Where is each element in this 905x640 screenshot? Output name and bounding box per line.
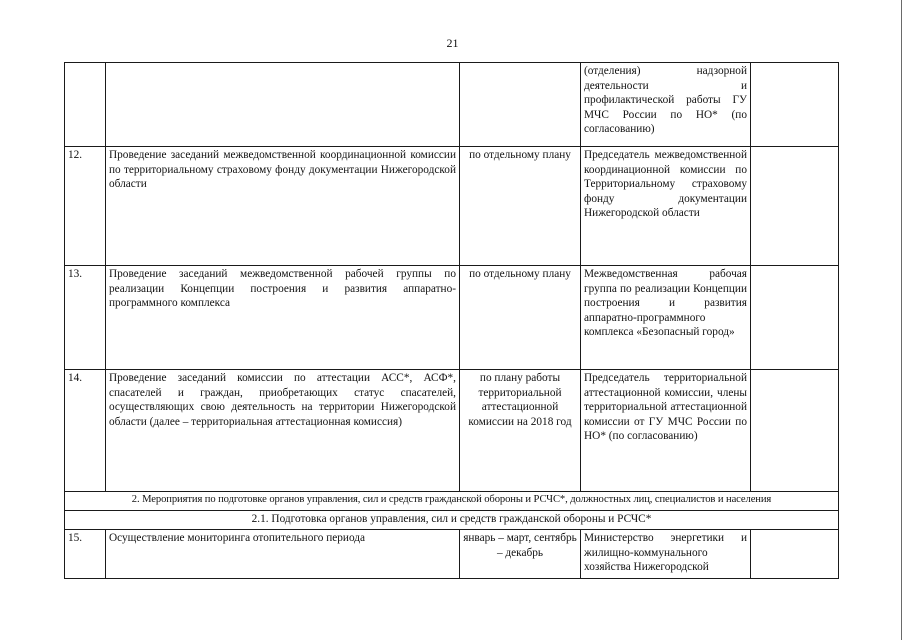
- scan-edge-line: [901, 0, 902, 640]
- row-number: 12.: [65, 147, 106, 266]
- deadline-cell: январь – март, сентябрь – декабрь: [460, 530, 581, 579]
- responsible-cell: (отделения) надзорной деятельности и профилактической работы ГУ МЧС России по НО* (по согласованию): [581, 63, 751, 147]
- responsible-cell: Министерство энергетики и жилищно-коммунального хозяйства Нижегородской: [581, 530, 751, 579]
- deadline-cell: по отдельному плану: [460, 147, 581, 266]
- mark-cell: [751, 530, 839, 579]
- event-cell: Проведение заседаний комиссии по аттестации АСС*, АСФ*, спасателей и граждан, приобретающих статус спасателей, осуществляющих свою деятельность на территории Нижегородской области (далее – территориальная аттестационная комиссия): [106, 370, 460, 492]
- table-row: [65, 266, 839, 370]
- event-cell: Проведение заседаний межведомственной координационной комиссии по территориальному страховому фонду документации Нижегородской области: [106, 147, 460, 266]
- mark-cell: [751, 147, 839, 266]
- row-number: 14.: [65, 370, 106, 492]
- deadline-cell: по плану работы территориальной аттестационной комиссии на 2018 год: [460, 370, 581, 492]
- mark-cell: [751, 370, 839, 492]
- event-cell: [106, 63, 460, 147]
- section-heading: 2. Мероприятия по подготовке органов управления, сил и средств гражданской обороны и РСЧС*, должностных лиц, специалистов и населения: [65, 492, 839, 511]
- responsible-cell: Межведомственная рабочая группа по реализации Концепции построения и развития аппаратно-программного комплекса «Безопасный город»: [581, 266, 751, 370]
- table-row: [65, 530, 839, 579]
- subsection-row: [65, 511, 839, 530]
- mark-cell: [751, 266, 839, 370]
- deadline-cell: по отдельному плану: [460, 266, 581, 370]
- plan-table: [64, 62, 839, 579]
- event-cell: Осуществление мониторинга отопительного периода: [106, 530, 460, 579]
- row-number: [65, 63, 106, 147]
- event-cell: Проведение заседаний межведомственной рабочей группы по реализации Концепции построения и развития аппаратно-программного комплекса: [106, 266, 460, 370]
- table-row: [65, 147, 839, 266]
- responsible-cell: Председатель межведомственной координационной комиссии по Территориальному страховому фонду документации Нижегородской области: [581, 147, 751, 266]
- responsible-cell: Председатель территориальной аттестационной комиссии, члены территориальной аттестационной комиссии от ГУ МЧС России по НО* (по согласованию): [581, 370, 751, 492]
- deadline-cell: [460, 63, 581, 147]
- row-number: 15.: [65, 530, 106, 579]
- table-row: [65, 370, 839, 492]
- section-row: [65, 492, 839, 511]
- mark-cell: [751, 63, 839, 147]
- table-row: [65, 63, 839, 147]
- row-number: 13.: [65, 266, 106, 370]
- subsection-heading: 2.1. Подготовка органов управления, сил и средств гражданской обороны и РСЧС*: [65, 511, 839, 530]
- page-number: 21: [446, 36, 459, 50]
